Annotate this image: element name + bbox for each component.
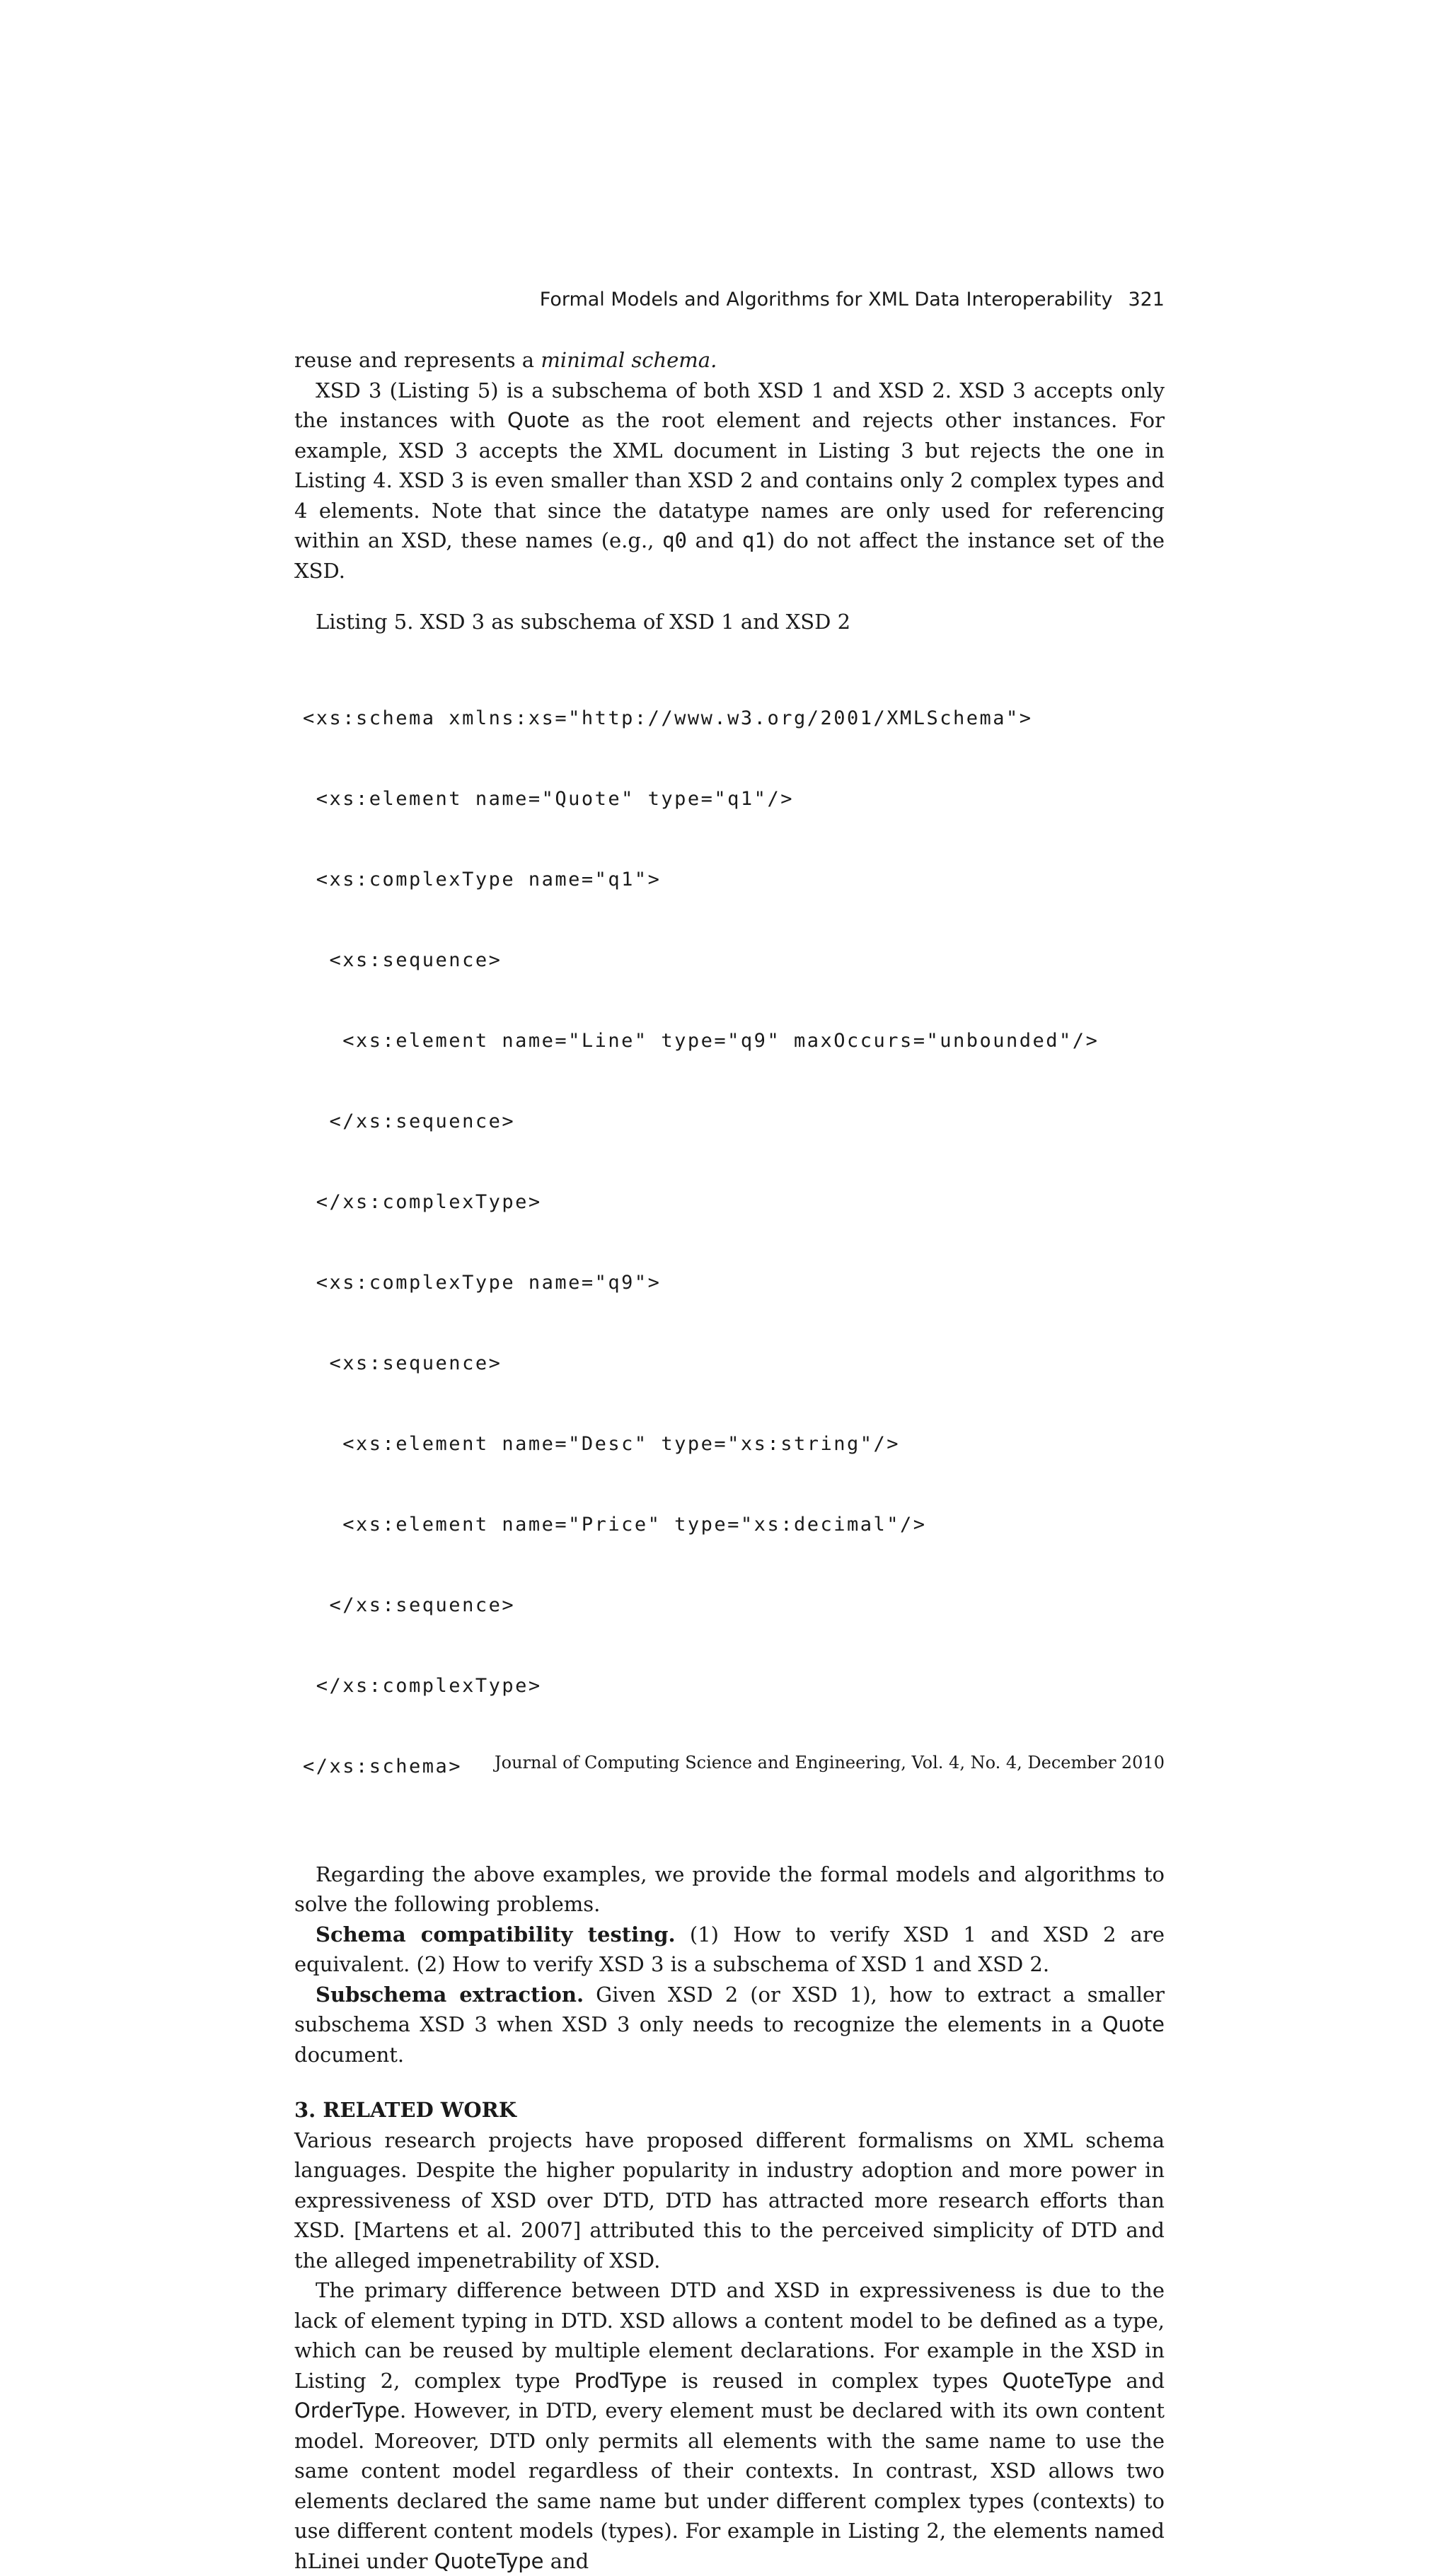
code-line: <xs:schema xmlns:xs="http://www.w3.org/2001/XMLSchema">	[303, 707, 1033, 729]
inline-code-prodtype: ProdType	[574, 2368, 667, 2393]
paragraph-text: The primary difference between DTD and XSD in expressiveness is due to the lack of element typing in DTD. XSD allows a content model to be defined as a type, which can be reused by multiple element declarations. For example in the XSD in Listing 2, complex type	[294, 2278, 1165, 2393]
code-line: </xs:schema>	[303, 1755, 463, 1777]
paragraph-text: as the root element and rejects other instances. For example, XSD 3 accepts the XML document in Listing 3 but rejects the one in Listing 4. XSD 3 is even smaller than XSD 2 and contains only 2 complex types and 4 elements. Note that since the datatype names are only used for referencing within an XSD, these names (e.g.,	[294, 408, 1165, 552]
section-heading: 3. RELATED WORK	[294, 2098, 516, 2122]
running-header	[294, 287, 1165, 313]
paragraph-text: (1) How to verify XSD 1 and XSD 2 are equivalent. (2) How to verify XSD 3 is a subschema of XSD 1 and XSD 2.	[294, 1922, 1165, 1976]
inline-code-quote: Quote	[1102, 2012, 1165, 2036]
paragraph-extraction	[294, 1980, 1165, 2070]
page-number: 321	[1128, 289, 1165, 311]
paragraph-text: is reused in complex types	[666, 2368, 1003, 2393]
code-line: <xs:sequence>	[303, 948, 502, 971]
inline-code-q0: q0	[662, 528, 687, 552]
listing-caption: Listing 5. XSD 3 as subschema of XSD 1 and XSD 2	[316, 610, 851, 634]
paragraph-problems-intro: Regarding the above examples, we provide the formal models and algorithms to solve the following problems.	[294, 1862, 1165, 1916]
page-body	[294, 345, 1165, 2576]
code-line: <xs:sequence>	[303, 1352, 502, 1374]
paragraph-compatibility	[294, 1920, 1165, 1980]
code-line: </xs:complexType>	[303, 1674, 542, 1697]
paragraph-text: XSD 3 (Listing 5) is a subschema of both XSD 1 and XSD 2. XSD 3 accepts only the instances with	[294, 378, 1165, 432]
paragraph-text: document.	[294, 2042, 405, 2067]
code-line: <xs:complexType name="q9">	[303, 1271, 662, 1294]
inline-code-ordertype: OrderType	[294, 2398, 400, 2423]
inline-code-quote: Quote	[507, 408, 570, 432]
code-line: </xs:sequence>	[303, 1594, 516, 1616]
paragraph-text: and	[1112, 2368, 1165, 2393]
paragraph-continuation	[294, 345, 1165, 376]
journal-footer: Journal of Computing Science and Engineering, Vol. 4, No. 4, December 2010	[495, 1753, 1165, 1773]
paragraph-text: ) do not affect the instance set of the XSD.	[294, 528, 1165, 583]
inline-code-q1: q1	[741, 528, 767, 552]
paragraph-related-work-2	[294, 2275, 1165, 2576]
paragraph-xsd3	[294, 376, 1165, 586]
paragraph-text: reuse and represents a	[294, 348, 541, 372]
paragraph-text: and	[687, 528, 742, 552]
running-title: Formal Models and Algorithms for XML Data Interoperability	[539, 289, 1113, 311]
code-line: <xs:element name="Quote" type="q1"/>	[303, 787, 794, 810]
emphasis-minimal-schema: minimal schema.	[541, 348, 717, 372]
code-line: <xs:element name="Price" type="xs:decimal"/>	[303, 1513, 927, 1536]
inline-code-quotetype: QuoteType	[434, 2548, 544, 2573]
run-in-heading-extraction: Subschema extraction.	[316, 1982, 584, 2007]
paragraph-related-work-1: Various research projects have proposed different formalisms on XML schema languages. Despite the higher popularity in industry adoption and more power in expressiveness of XSD over DTD, DTD has attracted more research efforts than XSD. [Martens et al. 2007] attributed this to the perceived simplicity of DTD and the alleged impenetrability of XSD.	[294, 2128, 1165, 2273]
code-line: </xs:sequence>	[303, 1110, 516, 1132]
code-line: </xs:complexType>	[303, 1190, 542, 1213]
code-line: <xs:element name="Line" type="q9" maxOccurs="unbounded"/>	[303, 1029, 1099, 1052]
run-in-heading-compatibility: Schema compatibility testing.	[316, 1922, 676, 1946]
inline-code-quotetype: QuoteType	[1002, 2368, 1112, 2393]
code-listing	[303, 651, 1165, 1834]
paragraph-text: and	[543, 2548, 589, 2573]
code-line: <xs:complexType name="q1">	[303, 868, 662, 890]
paragraph-text: Given XSD 2 (or XSD 1), how to extract a smaller subschema XSD 3 when XSD 3 only needs to recognize the elements in a	[294, 1982, 1165, 2036]
paragraph-text: . However, in DTD, every element must be declared with its own content model. Moreover, DTD only permits all elements with the same name to use the same content model regardless of their contexts. In contrast, XSD allows two elements declared the same name but under different complex types (contexts) to use different content models (types). For example in Listing 2, the elements named hLinei under	[294, 2398, 1165, 2573]
code-line: <xs:element name="Desc" type="xs:string"/>	[303, 1432, 900, 1455]
